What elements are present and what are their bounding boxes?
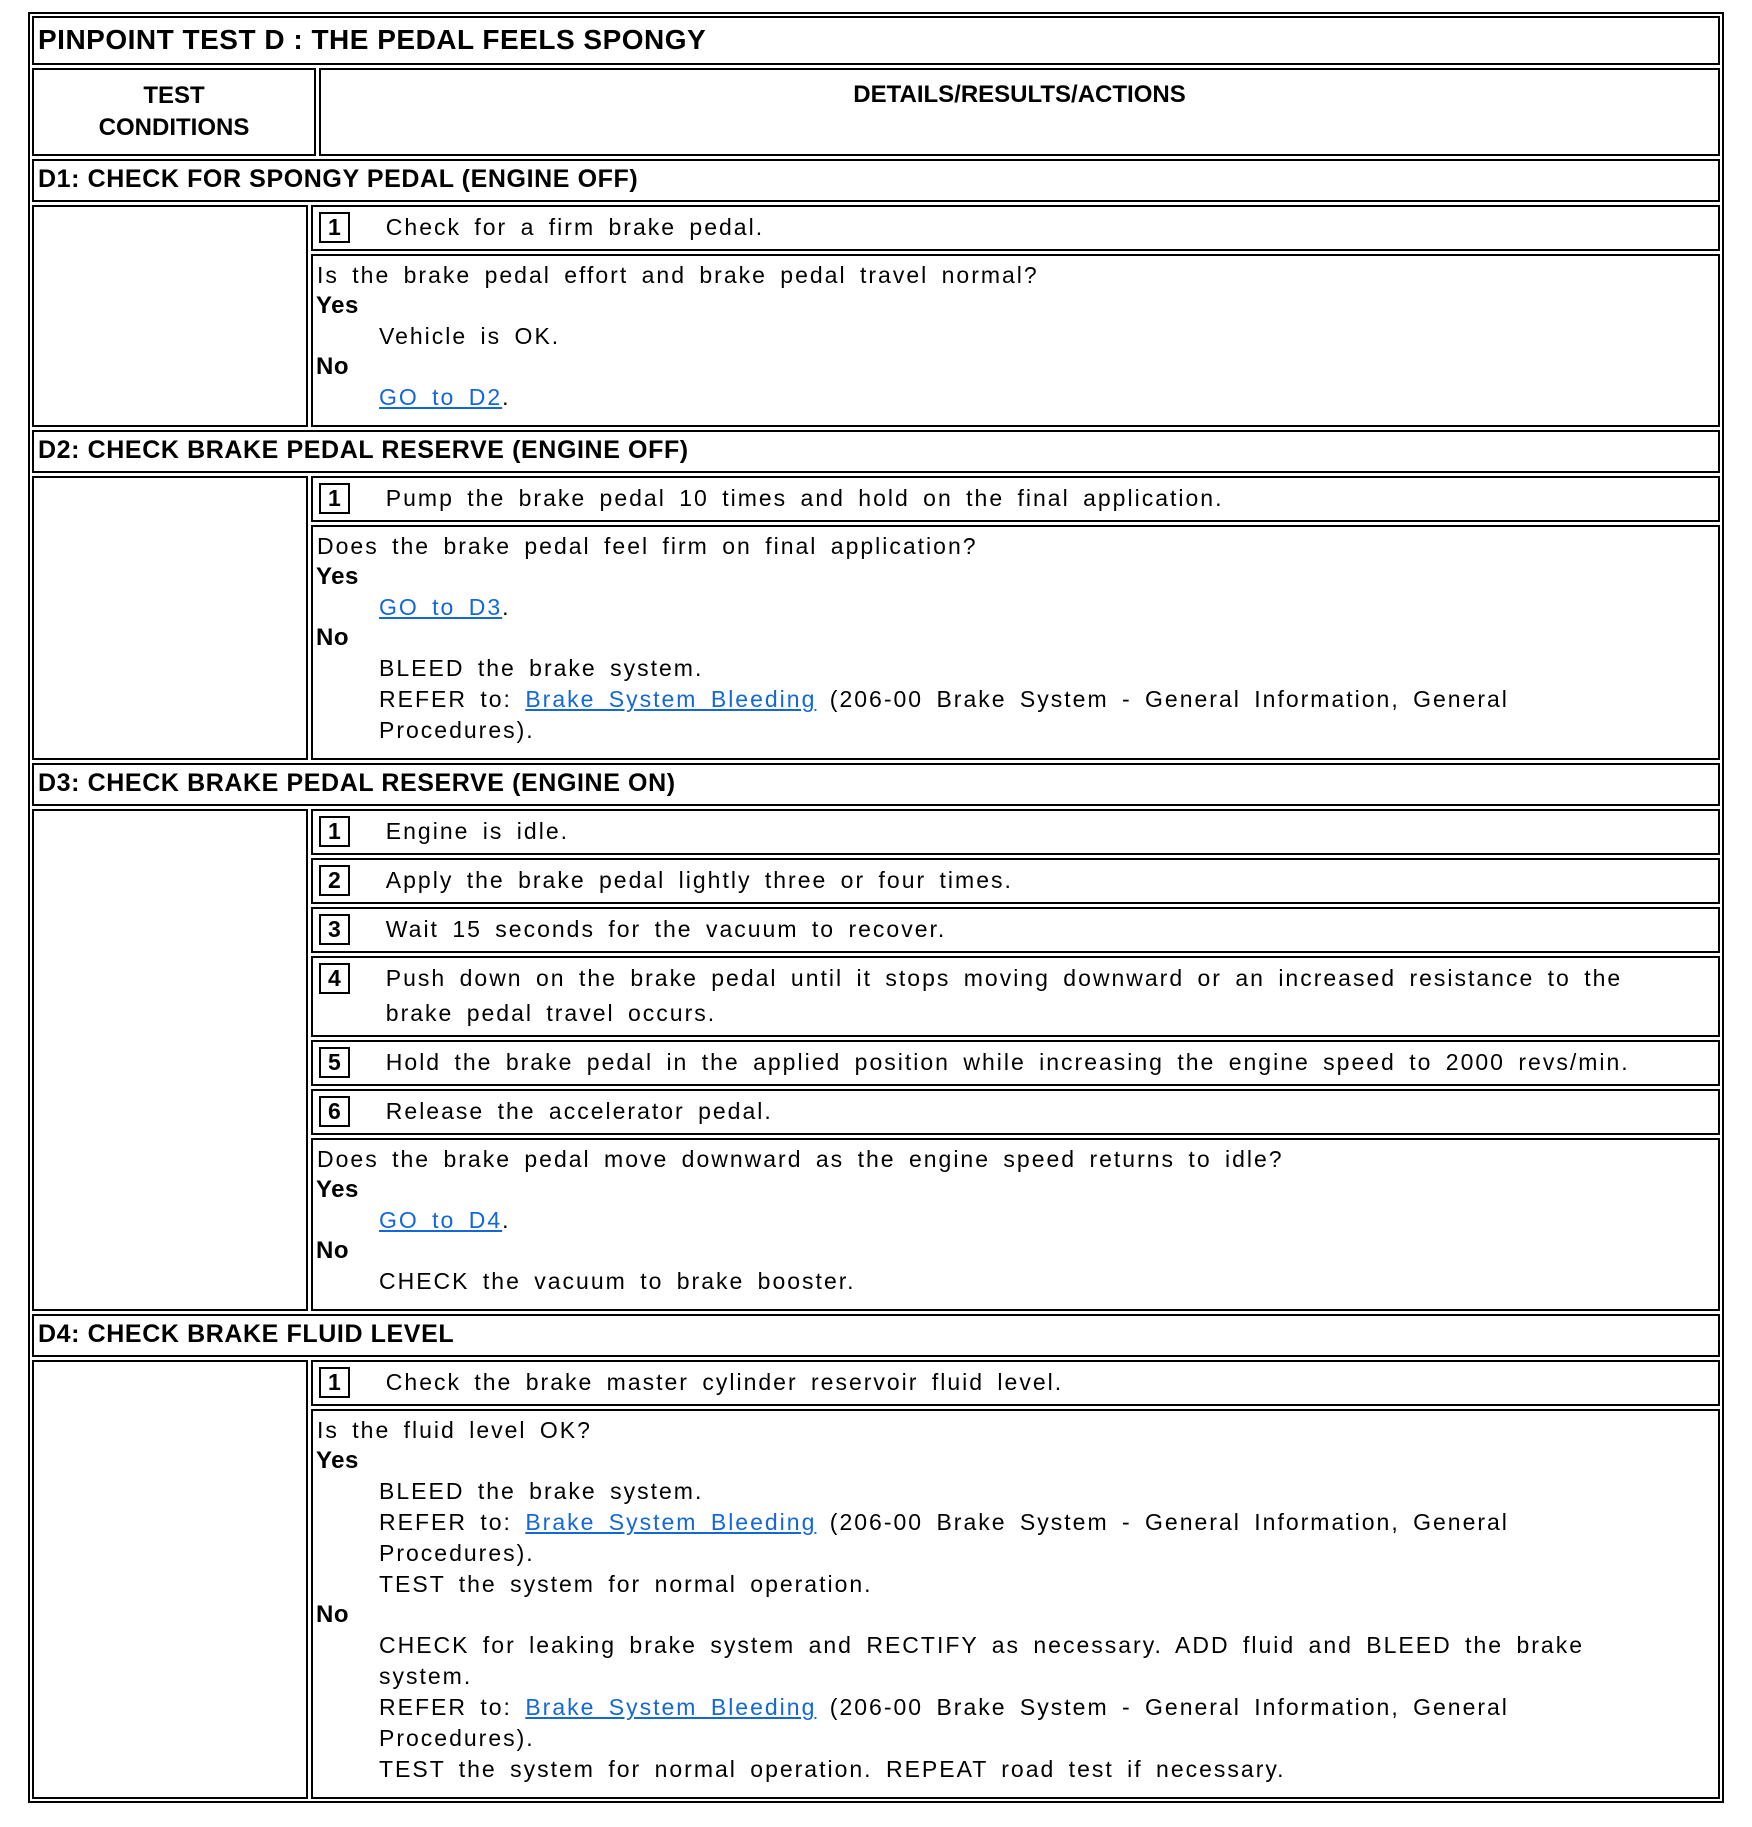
action-text: .	[502, 384, 511, 410]
action-line	[315, 1205, 1712, 1236]
step-row-d3-5	[311, 1040, 1720, 1086]
action-text: REFER to:	[379, 686, 526, 712]
action-line	[315, 592, 1712, 623]
test-conditions-cell-d4	[32, 1360, 308, 1799]
details-cell-d1	[311, 205, 1720, 427]
procedure-link[interactable]: GO to D4	[379, 1207, 503, 1233]
column-header-test-conditions-label: TEST CONDITIONS	[98, 82, 250, 141]
question-d3: Does the brake pedal move downward as the engine speed returns to idle?	[317, 1146, 1284, 1172]
action-text: (206-00 Brake System - General Information, General Procedures).	[379, 686, 1509, 743]
step-number: 4	[319, 963, 350, 994]
action-text: CHECK the vacuum to brake booster.	[379, 1268, 856, 1294]
procedure-link[interactable]: Brake System Bleeding	[525, 1694, 817, 1720]
action-line	[315, 321, 1712, 352]
action-line	[315, 1630, 1712, 1692]
step-text: Pump the brake pedal 10 times and hold on the final application.	[385, 485, 1224, 511]
branch-label-no-d4: No	[316, 1601, 349, 1628]
action-text: (206-00 Brake System - General Information, General Procedures).	[379, 1694, 1509, 1751]
step-text: Push down on the brake pedal until it stops moving downward or an increased resistance to the brake pedal travel occurs.	[385, 965, 1623, 1026]
action-text: (206-00 Brake System - General Information, General Procedures).	[379, 1509, 1509, 1566]
branch-label-yes-d4: Yes	[316, 1447, 359, 1474]
step-row-d1-1	[311, 205, 1720, 251]
section-header-d3: D3: CHECK BRAKE PEDAL RESERVE (ENGINE ON)	[32, 763, 1720, 806]
action-text: REFER to:	[379, 1509, 526, 1535]
procedure-link[interactable]: Brake System Bleeding	[525, 1509, 817, 1535]
step-row-d3-4	[311, 956, 1720, 1037]
answer-block-d2	[311, 525, 1720, 760]
step-number: 2	[319, 865, 350, 896]
step-text: Wait 15 seconds for the vacuum to recover.	[385, 916, 947, 942]
action-line	[315, 1569, 1712, 1600]
action-text: .	[502, 1207, 511, 1233]
step-text: Release the accelerator pedal.	[385, 1098, 773, 1124]
step-row-d2-1	[311, 476, 1720, 522]
step-text: Check the brake master cylinder reservoir fluid level.	[385, 1369, 1064, 1395]
branch-label-yes-d3: Yes	[316, 1176, 359, 1203]
step-number: 3	[319, 914, 350, 945]
step-row-d4-1	[311, 1360, 1720, 1406]
column-header-row	[32, 68, 1720, 156]
action-text: .	[502, 594, 511, 620]
action-text: REFER to:	[379, 1694, 526, 1720]
action-line	[315, 1476, 1712, 1507]
step-number: 5	[319, 1047, 350, 1078]
step-number: 6	[319, 1096, 350, 1127]
answer-block-d3	[311, 1138, 1720, 1311]
section-body-d3	[32, 809, 1720, 1311]
procedure-link[interactable]: GO to D3	[379, 594, 503, 620]
column-header-test-conditions	[32, 68, 316, 156]
question-d1: Is the brake pedal effort and brake pedal travel normal?	[317, 262, 1039, 288]
answer-block-d4	[311, 1409, 1720, 1799]
pinpoint-test-table	[28, 12, 1724, 1803]
action-line	[315, 684, 1712, 746]
step-row-d3-1	[311, 809, 1720, 855]
action-line	[315, 1754, 1712, 1785]
step-number: 1	[319, 1367, 350, 1398]
test-conditions-cell-d3	[32, 809, 308, 1311]
procedure-link[interactable]: GO to D2	[379, 384, 503, 410]
action-line	[315, 1266, 1712, 1297]
action-text: TEST the system for normal operation.	[379, 1571, 873, 1597]
branch-label-no-d2: No	[316, 624, 349, 651]
action-line	[315, 382, 1712, 413]
details-cell-d3	[311, 809, 1720, 1311]
action-line	[315, 1692, 1712, 1754]
branch-label-no-d3: No	[316, 1237, 349, 1264]
action-text: BLEED the brake system.	[379, 655, 704, 681]
answer-block-d1	[311, 254, 1720, 427]
action-line	[315, 653, 1712, 684]
section-header-d4: D4: CHECK BRAKE FLUID LEVEL	[32, 1314, 1720, 1357]
step-row-d3-2	[311, 858, 1720, 904]
branch-label-no-d1: No	[316, 353, 349, 380]
branch-label-yes-d1: Yes	[316, 292, 359, 319]
table-title: PINPOINT TEST D : THE PEDAL FEELS SPONGY	[32, 16, 1720, 65]
action-line	[315, 1507, 1712, 1569]
action-text: BLEED the brake system.	[379, 1478, 704, 1504]
test-conditions-cell-d1	[32, 205, 308, 427]
section-body-d2	[32, 476, 1720, 760]
section-body-d4	[32, 1360, 1720, 1799]
section-body-d1	[32, 205, 1720, 427]
procedure-link[interactable]: Brake System Bleeding	[525, 686, 817, 712]
step-row-d3-6	[311, 1089, 1720, 1135]
question-d2: Does the brake pedal feel firm on final application?	[317, 533, 978, 559]
step-text: Hold the brake pedal in the applied position while increasing the engine speed to 2000 revs/min.	[385, 1049, 1630, 1075]
action-text: TEST the system for normal operation. REPEAT road test if necessary.	[379, 1756, 1286, 1782]
test-conditions-cell-d2	[32, 476, 308, 760]
action-text: Vehicle is OK.	[379, 323, 561, 349]
branch-label-yes-d2: Yes	[316, 563, 359, 590]
step-row-d3-3	[311, 907, 1720, 953]
step-text: Check for a firm brake pedal.	[385, 214, 765, 240]
step-number: 1	[319, 212, 350, 243]
step-number: 1	[319, 483, 350, 514]
details-cell-d4	[311, 1360, 1720, 1799]
section-header-d1: D1: CHECK FOR SPONGY PEDAL (ENGINE OFF)	[32, 159, 1720, 202]
column-header-details-label: DETAILS/RESULTS/ACTIONS	[853, 81, 1186, 108]
step-text: Engine is idle.	[385, 818, 569, 844]
action-text: CHECK for leaking brake system and RECTIFY as necessary. ADD fluid and BLEED the brake system.	[379, 1632, 1585, 1689]
section-header-d2: D2: CHECK BRAKE PEDAL RESERVE (ENGINE OFF)	[32, 430, 1720, 473]
details-cell-d2	[311, 476, 1720, 760]
step-number: 1	[319, 816, 350, 847]
column-header-details-results-actions	[319, 68, 1720, 156]
question-d4: Is the fluid level OK?	[317, 1417, 592, 1443]
step-text: Apply the brake pedal lightly three or four times.	[385, 867, 1013, 893]
